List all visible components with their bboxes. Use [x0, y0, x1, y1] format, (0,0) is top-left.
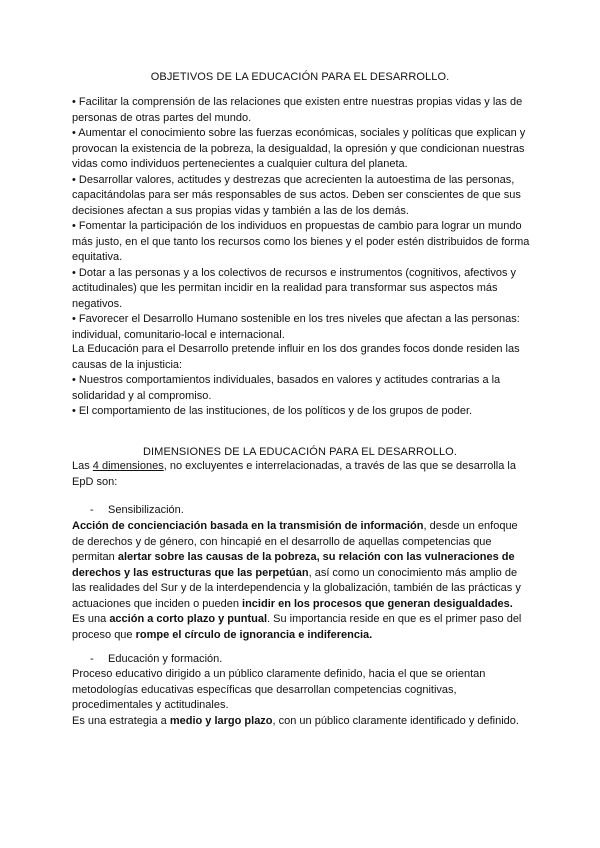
section-title-objetivos: OBJETIVOS DE LA EDUCACIÓN PARA EL DESARROLLO.	[150, 71, 450, 83]
objective-item: • Dotar a las personas y a los colectivos de recursos e instrumentos (cognitivos, afectivos y actitudinales) que les permitan incidir en la realidad para transformar sus aspectos más negativos.	[72, 266, 517, 310]
focus-item: • Nuestros comportamientos individuales, basados en valores y actitudes contrarias a la solidaridad y al compromiso.	[72, 374, 501, 402]
objective-item: • Fomentar la participación de los individuos en propuestas de cambio para lograr un mundo más justo, en el que tanto los recursos como los bienes y el poder estén distribuidos de forma equitativa.	[72, 220, 530, 263]
body-text: , así como un conocimiento más amplio de las realidades del Sur y de la interdependencia y la globalización, también de las prácticas y actuaciones que inciden o pueden	[72, 566, 521, 610]
objective-item: • Facilitar la comprensión de las relaciones que existen entre nuestras propias vidas y las de personas de otras partes del mundo.	[72, 96, 523, 124]
body-text: , desde un enfoque de derechos y de género, con hincapié en el desarrollo de aquellas competencias que permitan	[72, 520, 518, 563]
body-text: . Su importancia reside en que es el primer paso del proceso que	[72, 613, 522, 641]
dimension-heading-educacion	[90, 653, 222, 665]
dimensions-link: 4 dimensiones	[92, 460, 164, 472]
list-dash: -	[90, 504, 94, 516]
focus-intro: La Educación para el Desarrollo pretende influir en los dos grandes focos donde residen las causas de la injusticia:	[72, 343, 520, 371]
body-text: Es una	[72, 613, 110, 625]
section-title-dimensiones: DIMENSIONES DE LA EDUCACIÓN PARA EL DESARROLLO.	[142, 446, 457, 458]
bold-text: Acción de concienciación basada en la transmisión de información	[72, 520, 424, 532]
dimension-heading-sensibilizacion	[90, 504, 184, 516]
body-text: Es una estrategia a	[72, 714, 170, 727]
intro-text-pre: Las	[72, 460, 93, 472]
objective-item: • Desarrollar valores, actitudes y destrezas que acrecienten la autoestima de las personas, capacitándolas para ser más responsables de sus actos. Deben ser conscientes de que sus decisiones afectan a sus propias vidas y también a las de los demás.	[72, 173, 521, 217]
bold-text: incidir en los procesos que generan desigualdades.	[242, 597, 513, 610]
objective-item: • Favorecer el Desarrollo Humano sostenible en los tres niveles que afectan a las personas: individual, comunitario-local e internacional.	[72, 313, 520, 341]
list-dash: -	[90, 653, 94, 665]
bold-text: medio y largo plazo	[169, 714, 273, 727]
body-text: Proceso educativo dirigido a un público claramente definido, hacia el que se orientan metodologías educativas específicas que desarrollan competencias cognitivas, procedimentales y actitudinales.	[72, 668, 486, 711]
objective-item: • Aumentar el conocimiento sobre las fuerzas económicas, sociales y políticas que explican y provocan la existencia de la pobreza, la desigualdad, la opresión y que condicionan nuestras vidas como individuos pertenecientes a cualquier cultura del planeta.	[72, 127, 526, 170]
focus-item: • El comportamiento de las instituciones, de los políticos y de los grupos de poder.	[72, 405, 473, 417]
bold-text: rompe el círculo de ignorancia e indiferencia.	[135, 628, 373, 641]
intro-text-post: , no excluyentes e interrelacionadas, a través de las que se desarrolla la EpD son:	[72, 460, 516, 488]
dimension-label: Educación y formación.	[108, 653, 223, 665]
body-text: , con un público claramente identificado y definido.	[272, 714, 519, 727]
dimension-body-sensibilizacion	[72, 519, 532, 643]
objectives-list	[72, 95, 532, 343]
dimension-label: Sensibilización.	[108, 504, 184, 516]
dimension-body-educacion	[72, 667, 532, 729]
bold-text: alertar sobre las causas de la pobreza, su relación con las vulneraciones de derechos y las estructuras que las perpetúan	[72, 551, 515, 579]
dimensions-intro	[72, 459, 532, 490]
focus-paragraph	[72, 342, 532, 420]
bold-text: acción a corto plazo y puntual	[109, 613, 268, 625]
